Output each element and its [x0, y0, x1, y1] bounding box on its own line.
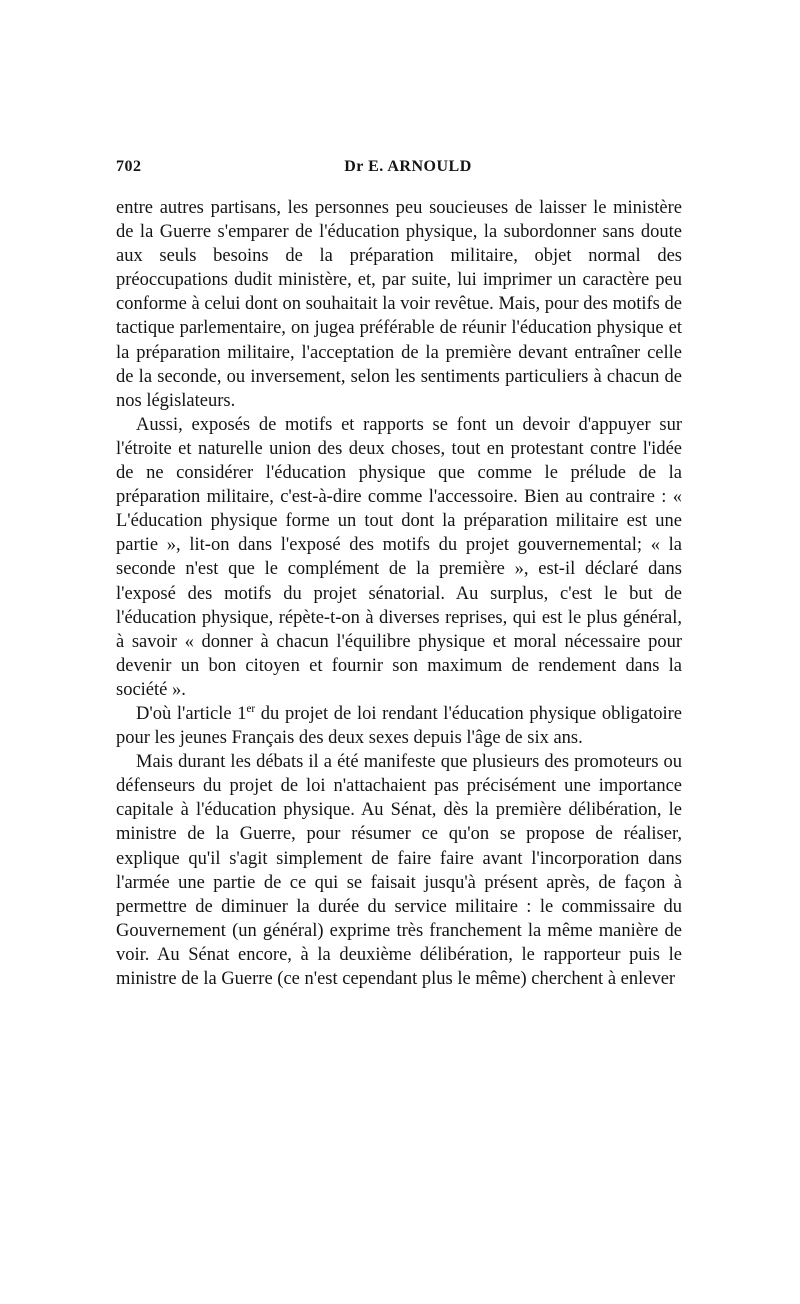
article-text-end: du projet de loi rendant l'éducation physique obligatoire pour les jeunes Français des deux sexes depuis l'âge de six ans.: [116, 703, 682, 749]
running-head: Dr E. ARNOULD: [344, 158, 472, 175]
paragraph: Mais durant les débats il a été manifeste que plusieurs des promoteurs ou défenseurs du projet de loi n'attachaient pas précisément une importance capitale à l'éducation physique. Au Sénat, dès la première délibération, le ministre de la Guerre, pour résumer ce qu'on se propose de réaliser, explique qu'il s'agit simplement de faire faire avant l'incorporation dans l'armée une partie de ce qui se faisait jusqu'à présent après, de façon à permettre de diminuer la durée du service militaire : le commissaire du Gouvernement (un général) exprime très franchement la même manière de voir. Au Sénat encore, à la deuxième délibération, le rapporteur puis le ministre de la Guerre (ce n'est cependant plus le même) cherchent à enlever: [116, 752, 682, 989]
body-text: [116, 196, 682, 991]
paragraph-article: [116, 702, 682, 750]
paragraph: Aussi, exposés de motifs et rapports se font un devoir d'appuyer sur l'étroite et naturelle union des deux choses, tout en protestant contre l'idée de ne considérer l'éducation physique que comme le prélude de la préparation militaire, c'est-à-dire comme l'accessoire. Bien au contraire : « L'éducation physique forme un tout dont la préparation militaire est une partie », lit-on dans l'exposé des motifs du projet gouvernemental; « la seconde n'est que le complément de la première », est-il déclaré dans l'exposé des motifs du projet sénatorial. Au surplus, c'est le but de l'éducation physique, répète-t-on à diverses reprises, qui est le plus général, à savoir « donner à chacun l'équilibre physique et moral nécessaire pour devenir un bon citoyen et fournir son maximum de rendement dans la société ».: [116, 414, 682, 700]
page-header: [116, 158, 682, 182]
document-page: [116, 158, 682, 991]
paragraph: entre autres partisans, les personnes peu soucieuses de laisser le ministère de la Guerre s'emparer de l'éducation physique, la subordonner sans doute aux seuls besoins de la préparation militaire, objet normal des préoccupations dudit ministère, et, par suite, lui imprimer un caractère peu conforme à celui dont on souhaitait la voir revêtue. Mais, pour des motifs de tactique parlementaire, on jugea préférable de réunir l'éducation physique et la préparation militaire, l'acceptation de la première devant entraîner celle de la seconde, ou inversement, selon les sentiments particuliers à chacun de nos législateurs.: [116, 198, 682, 411]
page-number: 702: [116, 158, 142, 175]
ordinal-superscript: er: [246, 702, 256, 715]
article-text-start: D'où l'article 1: [136, 703, 247, 724]
